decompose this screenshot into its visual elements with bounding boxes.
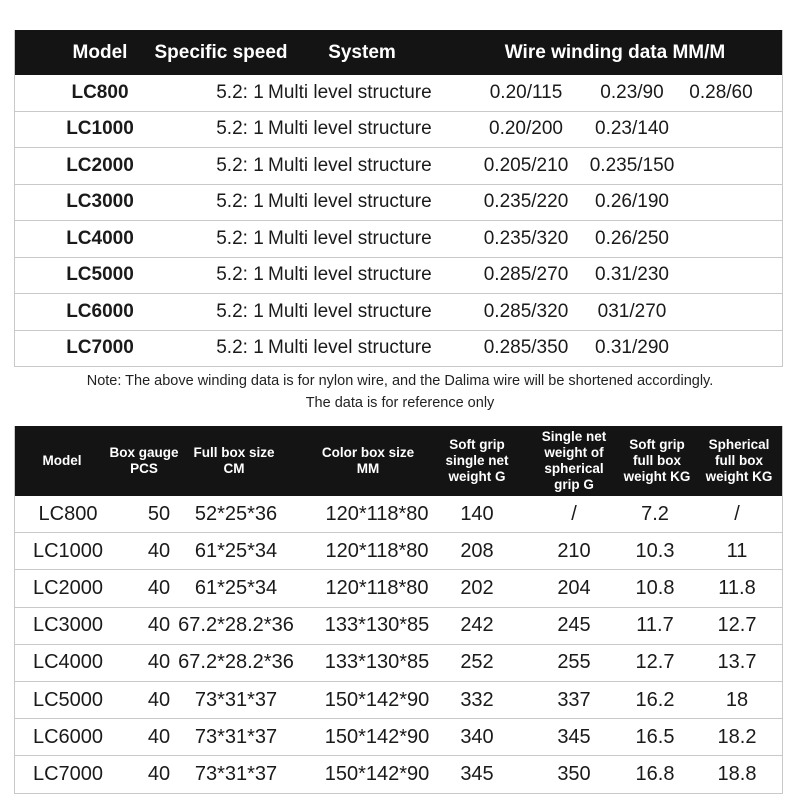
cell-box-gauge: 40 (147, 651, 171, 674)
cell-full-box-size: 73*31*37 (194, 725, 278, 748)
cell-box-gauge: 40 (147, 725, 171, 748)
cell-model: LC6000 (32, 725, 104, 748)
cell-wire-3 (665, 185, 777, 221)
cell-soft-grip-net: 242 (460, 614, 494, 637)
cell-wire-3 (665, 331, 777, 367)
header-model: Model (72, 41, 128, 63)
cell-box-gauge: 40 (147, 539, 171, 562)
cell-spherical-net: 350 (557, 762, 591, 785)
table-row (15, 533, 782, 570)
cell-color-box-size: 150*142*90 (324, 762, 430, 785)
cell-soft-grip-net: 252 (460, 651, 494, 674)
packing-spec-table (14, 426, 783, 794)
cell-model: LC3000 (66, 191, 134, 213)
table-row (15, 258, 782, 295)
cell-spherical-full: 18 (725, 688, 749, 711)
cell-speed: 5.2: 1 (216, 154, 264, 176)
table-row (15, 645, 782, 682)
cell-color-box-size: 120*118*80 (325, 576, 429, 599)
cell-box-gauge: 40 (147, 688, 171, 711)
cell-speed: 5.2: 1 (216, 264, 264, 286)
cell-soft-grip-full: 16.2 (635, 688, 675, 711)
cell-spherical-net: 345 (557, 725, 591, 748)
cell-soft-grip-full: 11.7 (636, 614, 674, 637)
cell-system: Multi level structure (268, 81, 432, 103)
cell-system: Multi level structure (268, 337, 432, 359)
table-row (15, 682, 782, 719)
cell-soft-grip-net: 345 (460, 762, 494, 785)
cell-full-box-size: 73*31*37 (194, 688, 278, 711)
cell-system: Multi level structure (268, 300, 432, 322)
cell-spherical-full: / (734, 502, 740, 525)
cell-soft-grip-net: 140 (460, 502, 494, 525)
table-row (15, 294, 782, 331)
cell-spherical-net: 210 (557, 539, 591, 562)
cell-soft-grip-net: 208 (460, 539, 494, 562)
header-spherical-full: Spherical full box weight KG (705, 437, 773, 484)
header-model: Model (42, 453, 82, 468)
cell-wire-3 (665, 258, 777, 294)
cell-wire-3 (665, 148, 777, 184)
cell-spherical-net: 255 (557, 651, 591, 674)
cell-color-box-size: 150*142*90 (324, 688, 430, 711)
cell-soft-grip-full: 16.5 (635, 725, 675, 748)
cell-spherical-net: / (571, 502, 577, 525)
cell-box-gauge: 40 (147, 762, 171, 785)
cell-color-box-size: 120*118*80 (325, 502, 429, 525)
cell-model: LC2000 (32, 576, 104, 599)
table-row (15, 331, 782, 368)
header-box-gauge: Box gauge PCS (109, 445, 179, 476)
cell-wire-2: 0.235/150 (589, 154, 675, 176)
cell-soft-grip-net: 332 (460, 688, 494, 711)
cell-soft-grip-full: 10.3 (635, 539, 675, 562)
cell-speed: 5.2: 1 (216, 227, 264, 249)
header-spherical-net: Single net weight of spherical grip G (541, 429, 607, 492)
cell-soft-grip-full: 10.8 (635, 576, 675, 599)
cell-model: LC1000 (66, 118, 134, 140)
header-wire-winding: Wire winding data MM/M (504, 41, 726, 63)
cell-soft-grip-full: 16.8 (635, 762, 675, 785)
cell-wire-2: 0.23/90 (600, 81, 664, 103)
cell-model: LC5000 (66, 264, 134, 286)
cell-spherical-full: 11.8 (718, 576, 756, 599)
cell-model: LC2000 (66, 154, 134, 176)
header-full-box-size: Full box size CM (193, 445, 275, 476)
cell-wire-2: 0.31/230 (595, 264, 669, 286)
cell-system: Multi level structure (268, 191, 432, 213)
table-row (15, 496, 782, 533)
cell-soft-grip-full: 7.2 (641, 502, 669, 525)
cell-color-box-size: 150*142*90 (324, 725, 430, 748)
table-row (15, 608, 782, 645)
cell-spherical-net: 245 (557, 614, 591, 637)
cell-wire-3 (665, 294, 777, 330)
cell-full-box-size: 73*31*37 (194, 762, 278, 785)
cell-model: LC7000 (32, 762, 104, 785)
cell-model: LC5000 (32, 688, 104, 711)
packing-table-header (15, 426, 782, 496)
table-row (15, 148, 782, 185)
cell-wire-3 (665, 221, 777, 257)
header-color-box-size: Color box size MM (321, 445, 415, 476)
cell-model: LC800 (71, 81, 129, 103)
cell-model: LC4000 (32, 651, 104, 674)
cell-spherical-net: 204 (557, 576, 591, 599)
cell-wire-2: 0.26/250 (595, 227, 669, 249)
cell-soft-grip-net: 340 (460, 725, 494, 748)
cell-speed: 5.2: 1 (216, 337, 264, 359)
winding-table-header (15, 30, 782, 75)
winding-spec-table (14, 30, 783, 367)
note-line-1: Note: The above winding data is for nylon wire, and the Dalima wire will be shortened accordingly. (86, 373, 714, 389)
cell-speed: 5.2: 1 (216, 81, 264, 103)
header-soft-grip-net: Soft grip single net weight G (445, 437, 509, 484)
cell-spherical-full: 11 (726, 539, 748, 562)
cell-full-box-size: 52*25*36 (194, 502, 278, 525)
cell-system: Multi level structure (268, 118, 432, 140)
cell-box-gauge: 40 (147, 614, 171, 637)
table-row (15, 756, 782, 793)
cell-wire-2: 0.23/140 (595, 118, 669, 140)
cell-wire-1: 0.20/115 (489, 81, 563, 103)
cell-box-gauge: 50 (147, 502, 171, 525)
cell-wire-2: 0.26/190 (595, 191, 669, 213)
cell-box-gauge: 40 (147, 576, 171, 599)
cell-wire-1: 0.205/210 (483, 154, 569, 176)
table-row (15, 112, 782, 149)
header-soft-grip-full: Soft grip full box weight KG (623, 437, 691, 484)
table-row (15, 185, 782, 222)
packing-table-body (15, 496, 782, 794)
cell-full-box-size: 61*25*34 (194, 576, 278, 599)
table-row (15, 221, 782, 258)
cell-wire-1: 0.285/270 (483, 264, 569, 286)
cell-spherical-full: 13.7 (717, 651, 757, 674)
cell-system: Multi level structure (268, 154, 432, 176)
table-row (15, 719, 782, 756)
cell-full-box-size: 67.2*28.2*36 (178, 614, 294, 637)
cell-model: LC3000 (32, 614, 104, 637)
cell-color-box-size: 133*130*85 (324, 614, 430, 637)
cell-speed: 5.2: 1 (216, 191, 264, 213)
cell-wire-1: 0.285/320 (483, 300, 569, 322)
cell-wire-3 (665, 112, 777, 148)
cell-wire-1: 0.235/220 (483, 191, 569, 213)
header-system: System (328, 41, 396, 63)
cell-spherical-full: 18.2 (717, 725, 757, 748)
cell-soft-grip-net: 202 (460, 576, 494, 599)
cell-wire-1: 0.235/320 (483, 227, 569, 249)
cell-system: Multi level structure (268, 227, 432, 249)
cell-model: LC7000 (66, 337, 134, 359)
note-line-2: The data is for reference only (305, 395, 495, 411)
table-row (15, 75, 782, 112)
cell-speed: 5.2: 1 (216, 300, 264, 322)
cell-color-box-size: 120*118*80 (325, 539, 429, 562)
cell-model: LC1000 (32, 539, 104, 562)
header-specific-speed: Specific speed (154, 41, 288, 63)
cell-wire-1: 0.20/200 (489, 118, 563, 140)
cell-full-box-size: 67.2*28.2*36 (178, 651, 294, 674)
cell-model: LC800 (38, 502, 98, 525)
winding-table-body (15, 75, 782, 367)
cell-spherical-full: 18.8 (717, 762, 757, 785)
cell-soft-grip-full: 12.7 (635, 651, 675, 674)
cell-wire-2: 0.31/290 (595, 337, 669, 359)
table-row (15, 570, 782, 607)
cell-model: LC6000 (66, 300, 134, 322)
cell-wire-3: 0.28/60 (689, 81, 753, 103)
cell-model: LC4000 (66, 227, 134, 249)
cell-wire-2: 031/270 (597, 300, 667, 322)
cell-color-box-size: 133*130*85 (324, 651, 430, 674)
cell-system: Multi level structure (268, 264, 432, 286)
cell-spherical-full: 12.7 (717, 614, 757, 637)
cell-spherical-net: 337 (557, 688, 591, 711)
cell-speed: 5.2: 1 (216, 118, 264, 140)
cell-full-box-size: 61*25*34 (194, 539, 278, 562)
cell-wire-1: 0.285/350 (483, 337, 569, 359)
